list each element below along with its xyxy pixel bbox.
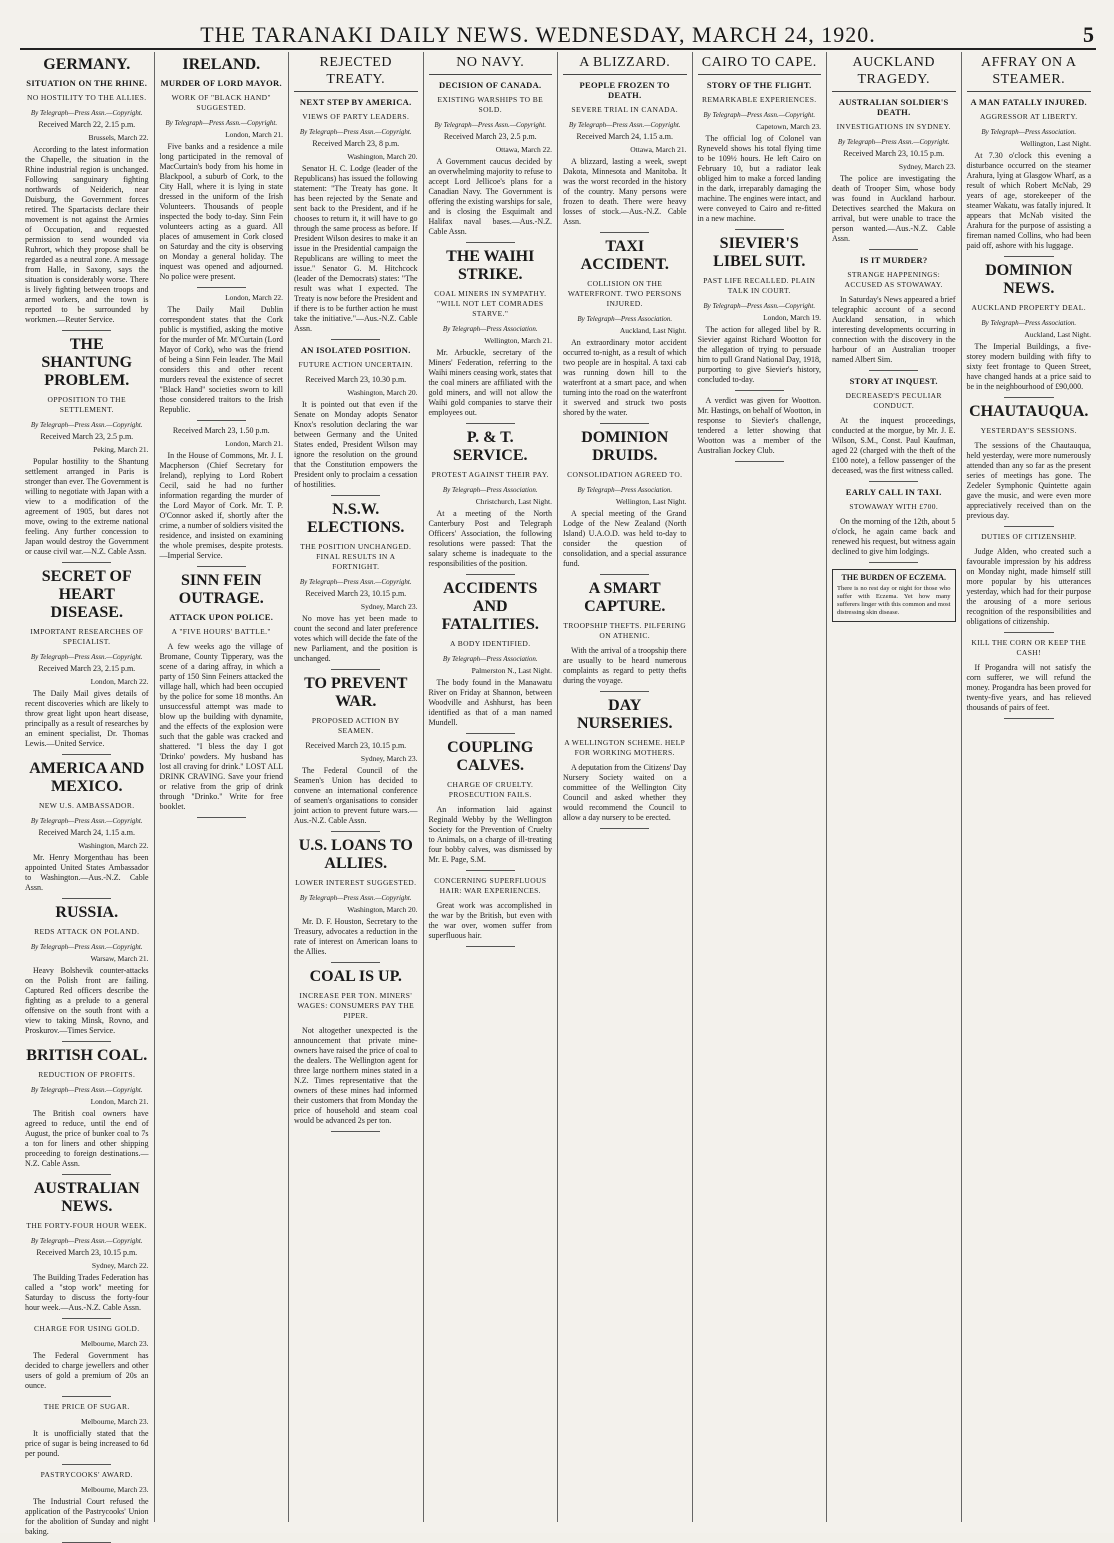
article-headline: ACCIDENTS AND FATALITIES. [441,580,539,633]
article-subheading-2: NO HOSTILITY TO THE ALLIES. [27,93,147,102]
article [160,572,284,818]
divider-rule [62,1464,111,1465]
article [967,638,1092,719]
article-headline: N.S.W. ELECTIONS. [307,501,405,536]
article-body: At 7.30 o'clock this evening a disturbance occurred on the steamer Arahura, lying at Glasgow Wharf, as a result of which Robert McNab, 29 years of age, storekeeper of the steamer Wakatu, was fatally injured. It appears that McNab visited the Arahura for the purpose of assisting a fireman named Collins, who had been paid off, ashore with his luggage. [966,151,1091,250]
column-6 [693,52,828,1522]
article-headline: CHAUTAUQUA. [969,403,1089,420]
article-subheading: NEXT STEP BY AMERICA. [299,97,412,107]
article-headline: THE SHANTUNG PROBLEM. [41,336,133,389]
article-body: If Progandra will not satisfy the corn sufferer, we will refund the money. Progandra has been proved for twenty-five years, and has relieved thousands of pairs of feet. [966,663,1091,712]
article [160,426,284,567]
article-subheading-2: WORK OF "BLACK HAND" SUGGESTED. [171,93,271,112]
article-subheading: AUSTRALIAN SOLDIER'S DEATH. [838,97,949,117]
divider-rule [466,574,515,575]
divider-rule [466,870,515,871]
article-body: The Imperial Buildings, a five-storey modern building with fifty to sixty feet frontage to Queen Street, have changed hands at a price said to be in the neighbourhood of £90,000. [966,342,1091,391]
dateline: Capetown, March 23. [756,122,821,131]
article-subheading-2: STRANGE HAPPENINGS: ACCUSED AS STOWAWAY. [844,270,943,289]
telegraph-credit: By Telegraph—Press Assn.—Copyright. [30,817,143,825]
article-subheading-2: REMARKABLE EXPERIENCES. [701,95,817,104]
dateline: Peking, March 21. [93,445,149,454]
article-headline: CAIRO TO CAPE. [698,54,822,75]
divider-rule [466,946,515,947]
article-subheading-2: COLLISION ON THE WATERFRONT. TWO PERSONS INJURED. [567,279,682,308]
dateline: Melbourne, March 23. [81,1485,149,1494]
telegraph-credit: By Telegraph—Press Assn.—Copyright. [30,109,143,117]
divider-rule [62,562,111,563]
article [294,675,418,832]
article-body: No move has yet been made to count the second and later preference votes which will decide the fate of the new Parliament, and the position is unchanged. [294,614,418,663]
article [563,238,687,424]
article-headline: SINN FEIN OUTRAGE. [178,572,264,607]
received-time: Received March 23, 10.30 p.m. [305,375,407,384]
dateline: Washington, March 20. [347,388,418,397]
received-time: Received March 23, 10.15 p.m. [305,741,407,750]
article [832,54,956,250]
article-subheading-2: COAL MINERS IN SYMPATHY. "WILL NOT LET COMRADES STARVE." [434,289,547,318]
article-headline: P. & T. SERVICE. [452,429,528,464]
article [25,760,149,899]
article [25,336,149,563]
article [160,293,284,421]
telegraph-credit: By Telegraph—Press Assn.—Copyright. [299,578,412,586]
article-headline: A SMART CAPTURE. [584,580,666,615]
dateline: Ottawa, March 22. [495,145,552,154]
article-subheading-2: CHARGE FOR USING GOLD. [34,1324,140,1333]
article-body: A Government caucus decided by an overwhelming majority to refuse to accept Lord Jellicoe's plans for a Canadian Navy. The Government is offering the existing warships for sale, and is closing the Esquimalt and Halifax naval bases.—Aus.-N.Z. Cable Assn. [428,157,552,236]
article-subheading-2: NEW U.S. AMBASSADOR. [38,801,135,810]
article-subheading-2: EXISTING WARSHIPS TO BE SOLD. [437,95,544,114]
divider-rule [62,1174,111,1175]
article-headline: DAY NURSERIES. [576,697,673,732]
article [294,837,418,963]
masthead-title: THE TARANAKI DAILY NEWS. WEDNESDAY, MARCH 24, 1920. [200,22,876,47]
article-subheading-2: A WELLINGTON SCHEME. HELP FOR WORKING MOTHERS. [564,738,686,757]
divider-rule [62,1318,111,1319]
article-subheading-2: YESTERDAY'S SESSIONS. [980,426,1077,435]
article-subheading: STORY AT INQUEST. [849,376,938,386]
divider-rule [1004,632,1054,633]
divider-rule [466,242,515,243]
telegraph-credit: By Telegraph—Press Assn.—Copyright. [703,111,816,119]
divider-rule [600,423,649,424]
divider-rule [197,566,246,567]
divider-rule [869,562,918,563]
article [294,54,418,340]
article-body: Mr. Henry Morgenthau has been appointed United States Ambassador to Washington.—Aus.-N.Z. Cable Assn. [25,853,149,892]
telegraph-credit: By Telegraph—Press Assn.—Copyright. [30,653,143,661]
article-subheading-2: AUCKLAND PROPERTY DEAL. [971,303,1086,312]
article-body: With the arrival of a troopship there are usually to be heard numerous complaints as regard to petty thefts during the voyage. [563,646,687,685]
article-subheading-2: INCREASE PER TON. MINERS' WAGES: CONSUMERS PAY THE PIPER. [297,991,415,1020]
dateline: London, March 21. [225,439,283,448]
dateline: Sydney, March 22. [91,1261,149,1270]
divider-rule [331,339,380,340]
article-headline: SECRET OF HEART DISEASE. [41,568,132,621]
article-headline: GERMANY. [43,56,131,73]
received-time: Received March 23, 8 p.m. [312,139,400,148]
article-body: Great work was accomplished in the war by the British, but even with the war over, women suffer from superfluous hair. [428,901,552,940]
article-body: A few weeks ago the village of Bromane, County Tipperary, was the scene of a daring affray, in which a party of 150 Sinn Feiners attacked the village hall, which had been occupied by the police for some 18 months. An unsuccessful attempt was made to blow up the building with dynamite, and the effects of the explosion were such that the gable was cracked and shattered. "I bless the day I got 'Drinko' powders. My husband has lost all craving for drink." LOST ALL DRINK CRAVING. Save your friend or relative from the grip of drink through "Drinko." Write for free booklet. [159,642,283,811]
article-body: Judge Alden, who created such a favourable impression by his address on Monday night, made himself still more popular by his utterances yesterday, which had for their purpose the arousing of a more serious recognition of the responsibilities and obligations of citizenship. [966,547,1091,626]
article [25,1470,149,1543]
dateline: Auckland, Last Night. [619,326,687,335]
telegraph-credit: By Telegraph—Press Assn.—Copyright. [165,119,278,127]
article-headline: REJECTED TREATY. [294,54,418,92]
article-headline: AFFRAY ON A STEAMER. [967,54,1092,92]
telegraph-credit: By Telegraph—Press Association. [442,655,538,663]
article-body: According to the latest information the Chapelle, the situation in the Rhine industrial region is unchanged. Following sanguinary fighting northwards of Neiderich, near Duisburg, the Government forces retired. The Spartacists declare their movement is not against the Armies of Occupation, and requested permission to send wounded via Ruhrort, which they propose shall be regarded as a neutral zone. A message from Halle, in Saxony, says the situation is considerably worse. There is lively fighting between troops and armed workers, and the town is reported to be surrounded by workmen.—Reuter Service. [25,145,149,324]
column-7 [827,52,962,1522]
article [563,429,687,575]
received-time: Received March 23, 2.5 p.m. [40,432,134,441]
divider-rule [869,370,918,371]
received-time: Received March 22, 2.15 p.m. [38,120,136,129]
article-body: The sessions of the Chautauqua, held yesterday, were more numerously attended than any so far as the present series of meetings has gone. The Zedeler Symphonic Quintette again gave the music, and were even more appreciatively received than on the previous day. [966,441,1091,520]
article-headline: AUSTRALIAN NEWS. [33,1180,140,1215]
article [832,255,956,371]
dateline: Washington, March 20. [347,905,418,914]
article-body: The Federal Council of the Seamen's Union has decided to convene an international conference of seamen's organisations to consider joint action to prevent future wars.—Aus.-N.Z. Cable Assn. [294,766,418,825]
article-subheading: EARLY CALL IN TAXI. [845,487,942,497]
article-subheading: DECISION OF CANADA. [439,80,542,90]
dateline: London, March 19. [763,313,821,322]
divider-rule [869,481,918,482]
article-subheading-2: REDS ATTACK ON POLAND. [34,927,140,936]
article-body: The British coal owners have agreed to reduce, until the end of August, the price of bunker coal to 7s a ton for liners and other shipping proceeding to foreign destinations.—N.Z. Cable Assn. [25,1109,149,1168]
dateline: London, March 22. [90,677,149,686]
divider-rule [600,691,649,692]
article-body: An extraordinary motor accident occurred to-night, as a result of which two people are in hospital. A taxi cab was running down hill to the waterfront at a smart pace, and when turning into the road on the waterfront it swerved and struck two posts shored by the water. [563,338,687,417]
dateline: London, March 22. [225,293,283,302]
article [429,580,553,734]
article-headline: TAXI ACCIDENT. [580,238,669,273]
divider-rule [869,249,918,250]
divider-rule [197,420,246,421]
article-subheading-2: INVESTIGATIONS IN SYDNEY. [836,122,951,131]
dateline: Melbourne, March 23. [81,1417,149,1426]
telegraph-credit: By Telegraph—Press Assn.—Copyright. [30,421,143,429]
article-body: Popular hostility to the Shantung settlement arranged in Paris is stronger than ever. The Government is willing to negotiate with Japan with a view to a modification of the agreement of 1905, but dares not move, owing to the extreme national feeling. Any further concession to Japan would destroy the Government or cause civil war.—N.Z. Cable Assn. [25,457,149,556]
divider-rule [466,423,515,424]
article-subheading-2: CHARGE OF CRUELTY. PROSECUTION FAILS. [447,780,534,799]
article-subheading-2: VIEWS OF PARTY LEADERS. [302,112,410,121]
dateline: London, March 21. [225,130,283,139]
article-body: A special meeting of the Grand Lodge of the New Zealand (North Island) U.A.O.D. was held to-day to consider the question of consolidation, and a special assurance fund. [563,509,687,568]
article-headline: IRELAND. [182,56,261,73]
article-subheading-2: PAST LIFE RECALLED. PLAIN TALK IN COURT. [703,276,816,295]
article [429,429,553,575]
received-time: Received March 23, 10.15 p.m. [843,149,945,158]
article-body: The body found in the Manawatu River on Friday at Shannon, between Woodville and Ashhurst, has been identified as that of a man named Mundell. [428,678,552,727]
dateline: Warsaw, March 21. [90,954,149,963]
divider-rule [62,1041,111,1042]
telegraph-credit: By Telegraph—Press Assn.—Copyright. [568,121,681,129]
telegraph-credit: By Telegraph—Press Assn.—Copyright. [30,943,143,951]
divider-rule [1004,256,1054,257]
article [563,580,687,692]
article-body: The official log of Colonel van Ryneveld shows his total flying time to be 109½ hours. He left Cairo on February 10, but a radiator leak obliged him to make a forced landing in the dark, irreparably damaging the machine. The engines were intact, and were conveyed to Cairo and re-fitted in a new machine. [697,134,821,223]
article-subheading-2: REDUCTION OF PROFITS. [38,1070,136,1079]
article-subheading-2: THE POSITION UNCHANGED. FINAL RESULTS IN A FORTNIGHT. [300,542,412,571]
telegraph-credit: By Telegraph—Press Association. [577,486,673,494]
article-headline: NO NAVY. [429,54,553,75]
article-subheading: MURDER OF LORD MAYOR. [160,78,282,88]
article-subheading-2: PASTRYCOOKS' AWARD. [40,1470,133,1479]
telegraph-credit: By Telegraph—Press Association. [442,486,538,494]
divider-rule [331,495,380,496]
article-subheading-2: TROOPSHIP THEFTS. PILFERING ON ATHENIC. [563,621,687,640]
telegraph-credit: By Telegraph—Press Association. [442,325,538,333]
received-time: Received March 24, 1.15 a.m. [576,132,673,141]
article-subheading-2: PROPOSED ACTION BY SEAMEN. [311,716,400,735]
column-8 [962,52,1097,1522]
divider-rule [600,828,649,829]
article-subheading-2: OPPOSITION TO THE SETTLEMENT. [47,395,126,414]
article-body: It is unofficially stated that the price of sugar is being increased to 6d per pound. [25,1429,149,1458]
article-body: At a meeting of the North Canterbury Post and Telegraph Officers' Association, the following resolutions were passed: That the salary scheme is inadequate to the responsibilities of the position. [428,509,552,568]
column-3 [289,52,424,1522]
divider-rule [331,962,380,963]
article-subheading: A MAN FATALLY INJURED. [970,97,1087,107]
article [698,235,822,391]
article [25,56,149,331]
article-body: An information laid against Reginald Webby by the Wellington Society for the Prevention of Cruelty to Animals, on a charge of ill-treating four bobby calves, was dismissed by Mr. E. Page, S.M. [428,805,552,864]
dateline: Ottawa, March 21. [630,145,687,154]
telegraph-credit: By Telegraph—Press Assn.—Copyright. [30,1086,143,1094]
article-headline: COAL IS UP. [309,968,402,985]
telegraph-credit: By Telegraph—Press Association. [981,319,1077,327]
advertisement-body: There is no rest day or night for those who suffer with Eczema. Yet how many sufferers linger with this common and most distressing skin disease. [837,585,951,616]
article-body: Heavy Bolshevik counter-attacks on the Polish front are failing. Captured Red officers describe the fighting as a prelude to a general offensive on the south front with a view to taking Minsk, Rovno, and Proskurov.—Times Service. [25,966,149,1035]
column-5 [558,52,693,1522]
dateline: Melbourne, March 23. [81,1339,149,1348]
dateline: Sydney, March 23. [898,162,956,171]
article-subheading-2: CONCERNING SUPERFLUOUS HAIR: WAR EXPERIENCES. [434,876,547,895]
article [967,262,1092,398]
article-subheading-2: IMPORTANT RESEARCHES OF SPECIALIST. [30,627,144,646]
article [698,54,822,230]
divider-rule [1004,526,1054,527]
article-headline: SIEVIER'S LIBEL SUIT. [713,235,806,270]
column-4 [424,52,559,1522]
article-body: A verdict was given for Wootton. Mr. Hastings, on behalf of Wootton, in response to Sievier's challenge, tendered a letter showing that Wootton was a member of the Australian Jockey Club. [697,396,821,455]
telegraph-credit: By Telegraph—Press Assn.—Copyright. [299,128,412,136]
article-headline: AMERICA AND MEXICO. [29,760,145,795]
divider-rule [735,461,784,462]
article-body: Not altogether unexpected is the announcement that private mine-owners have raised the price of coal to the dealers. The Wellington agent for three large northern mines stated in a N.Z. Times representative that the owners of these mines had informed their customers that from Monday the price of household and steam coal would be advanced 2s per ton. [294,1026,418,1125]
masthead [20,14,1096,50]
article [563,697,687,829]
article-body: Mr. Arbuckle, secretary of the Miners' Federation, referring to the Waihi miners ceasing work, states that the coal miners are affiliated with the gold miners, and will not allow the Waihi gold companies to starve their employees out. [428,348,552,417]
article-body: In the House of Commons, Mr. J. I. Macpherson (Chief Secretary for Ireland), replying to Lord Robert Cecil, said he had no further information regarding the murder of the Lord Mayor of Cork. Mr. T. P. O'Connor asked if, shortly after the crime, a number of soldiers visited the residence, and insisted on examining the whole premises, despite protests.—Imperial Service. [159,451,283,560]
telegraph-credit: By Telegraph—Press Assn.—Copyright. [30,1237,143,1245]
page-number: 5 [1083,22,1094,47]
article-body: A deputation from the Citizens' Day Nursery Society waited on a committee of the Wellington City Council and asked whether they would recommend the Council to allow a day nursery to be erected. [563,763,687,822]
article-headline: AUCKLAND TRAGEDY. [832,54,956,92]
divider-rule [331,669,380,670]
column-1 [20,52,155,1536]
article [294,968,418,1132]
article-body: A blizzard, lasting a week, swept Dakota, Minnesota and Manitoba. It was the worst recorded in the history of the country. Many persons were frozen to death. There were heavy losses of stock.—Aus.-N.Z. Cable Assn. [563,157,687,226]
telegraph-credit: By Telegraph—Press Assn.—Copyright. [837,138,950,146]
article-body: The Industrial Court refused the application of the Pastrycooks' Union for the abolition of Sunday and night baking. [25,1497,149,1536]
article [25,1047,149,1175]
article-headline: BRITISH COAL. [26,1047,148,1064]
article [25,1402,149,1465]
article-headline: U.S. LOANS TO ALLIES. [298,837,413,872]
article-headline: TO PREVENT WAR. [304,675,408,710]
article-body: In Saturday's News appeared a brief telegraphic account of a second Auckland sensation, in which interesting developments occurring in connection with the discovery in the harbour of an Australian trooper named Albert Sim. [832,295,956,364]
article-subheading: PEOPLE FROZEN TO DEATH. [579,80,670,100]
article-headline: COUPLING CALVES. [447,739,534,774]
article [25,568,149,755]
dateline: Wellington, Last Night. [1020,139,1091,148]
article [967,532,1092,633]
columns-container [20,52,1096,1536]
telegraph-credit: By Telegraph—Press Assn.—Copyright. [299,894,412,902]
article-body: The Building Trades Federation has called a "stop work" meeting for Saturday to discuss the forty-four hour week.—Aus.-N.Z. Cable Assn. [25,1273,149,1312]
article-subheading-2: DUTIES OF CITIZENSHIP. [981,532,1077,541]
article-subheading-2: SEVERE TRIAL IN CANADA. [571,105,679,114]
article-body: Mr. D. F. Houston, Secretary to the Treasury, advocates a reduction in the rate of interest on American loans to the Allies. [294,917,418,956]
dateline: Washington, March 22. [78,841,149,850]
article [429,739,553,871]
received-time: Received March 23, 2.15 p.m. [38,664,136,673]
article [294,345,418,496]
article-subheading-2: STOWAWAY WITH £700. [849,502,939,511]
article [698,396,822,462]
article-headline: DOMINION DRUIDS. [581,429,669,464]
article-body: The Daily Mail gives details of recent discoveries which are likely to throw great light upon heart disease, principally as a result of researches by an eminent specialist, Dr. Thomas Lewis.—United Service. [25,689,149,748]
article-body: It is pointed out that even if the Senate on Monday adopts Senator Knox's resolution declaring the war between Germany and the United States ended, President Wilson may ignore the resolution on the ground that the Constitution empowers the President only to proclaim a cessation of hostilities. [294,400,418,489]
article-body: The Federal Government has decided to charge jewellers and other users of gold a premium of 20s an ounce. [25,1351,149,1390]
article [25,904,149,1042]
article [25,1324,149,1397]
received-time: Received March 23, 10.15 p.m. [36,1248,138,1257]
received-time: Received March 24, 1.15 a.m. [38,828,135,837]
divider-rule [600,232,649,233]
article-headline: RUSSIA. [55,904,119,921]
column-2 [155,52,290,1522]
article [294,501,418,670]
advertisement [832,569,956,622]
article-subheading-2: LOWER INTEREST SUGGESTED. [295,878,417,887]
article-headline: THE WAIHI STRIKE. [446,248,535,283]
article [25,1180,149,1319]
article [832,376,956,482]
article [429,876,553,947]
dateline: Christchurch, Last Night. [475,497,552,506]
divider-rule [331,1131,380,1132]
article-subheading-2: AGGRESSOR AT LIBERTY. [980,112,1078,121]
dateline: Palmerston N., Last Night. [471,666,552,675]
article-subheading: AN ISOLATED POSITION. [300,345,411,355]
article-subheading: ATTACK UPON POLICE. [169,612,274,622]
article-subheading-2: A "FIVE HOURS' BATTLE." [171,627,271,636]
article-body: The Daily Mail Dublin correspondent states that the Cork public is mystified, asking the motive for the murder of Mr. M'Curtain (Lord Mayor of Cork), who was the friend of being a Sinn Fein leader. The Mail considers this and other recent murders reveal the existence of secret "Black Hand" societies sworn to kill those considered traitors to the Irish Republic. [159,305,283,414]
article-subheading-2: KILL THE CORN OR KEEP THE CASH! [971,638,1087,657]
divider-rule [1004,718,1054,719]
article-subheading: STORY OF THE FLIGHT. [706,80,812,90]
dateline: Sydney, March 23. [360,602,418,611]
article-subheading-2: PROTEST AGAINST THEIR PAY. [431,470,549,479]
article [429,248,553,424]
received-time: Received March 23, 2.5 p.m. [443,132,537,141]
article-subheading-2: FUTURE ACTION UNCERTAIN. [298,360,414,369]
article-body: The police are investigating the death of Trooper Sim, whose body was found in Auckland harbour. Detectives searched the Makura on arrival, but were unable to trace the person wanted.—Aus.-N.Z. Cable Assn. [832,174,956,243]
article-headline: DOMINION NEWS. [985,262,1073,297]
article-body: On the morning of the 12th, about 5 o'clock, he again came back and renewed his request, but witness again declined to give him lodgings. [832,517,956,556]
divider-rule [62,898,111,899]
article-body: The action for alleged libel by R. Sievier against Richard Wootton for the allegation of trying to persuade him to pull Grand National Day, 1918, purporting to give Sievier's history, concluded to-day. [697,325,821,384]
received-time: Received March 23, 1.50 p.m. [172,426,270,435]
dateline: Auckland, Last Night. [1024,330,1091,339]
article-subheading-2: THE FORTY-FOUR HOUR WEEK. [26,1221,148,1230]
divider-rule [197,817,246,818]
article-subheading-2: THE PRICE OF SUGAR. [43,1402,130,1411]
divider-rule [331,831,380,832]
article [967,54,1092,257]
received-time: Received March 23, 10.15 p.m. [305,589,407,598]
article-headline: A BLIZZARD. [563,54,687,75]
article [563,54,687,233]
article [967,403,1092,527]
divider-rule [600,574,649,575]
article-body: Senator H. C. Lodge (leader of the Republicans) has issued the following statement: "The Treaty has gone. It has been rejected by the Senate and sent back to the President, and if he chooses to return it, it will have to go through the same process as before. If President Wilson desires to make it an issue in the Presidential campaign the Republicans are willing to meet the issue." Senator G. M. Hitchcock (leader of the Democrats) states: "The result was what I expected. The Treaty is now before the President and if there is to be further action he must take the initiative."—Aus.-N.Z. Cable Assn. [294,164,418,333]
divider-rule [735,390,784,391]
dateline: Sydney, March 23. [360,754,418,763]
divider-rule [735,229,784,230]
article [832,487,956,563]
divider-rule [466,733,515,734]
dateline: Brussels, March 22. [88,133,149,142]
article-subheading-2: DECREASED'S PECULIAR CONDUCT. [845,391,942,410]
article-subheading-2: A BODY IDENTIFIED. [450,639,531,648]
article-body: Five banks and a residence a mile long participated in the removal of MacCurtain's body from his home in Blackpool, a suburb of Cork, to the City Hall, where it is lying in state dressed in the uniform of the Irish Volunteers. Thousands of people inspected the body to-day. Sinn Fein volunteers acting as a guard. All places of amusement in Cork closed on Saturday and the city is observing on Monday a general holiday. The inquest was opened and adjourned. No police were present. [159,142,283,281]
article-body: At the inquest proceedings, conducted at the morgue, by Mr. J. E. Wilson, S.M., Const. Paul Kaufman, aged 22 (charged with the theft of the £100 note), a fellow passenger of the deceased, was the first witness called. [832,416,956,475]
divider-rule [197,287,246,288]
telegraph-credit: By Telegraph—Press Assn.—Copyright. [434,121,547,129]
telegraph-credit: By Telegraph—Press Assn.—Copyright. [703,302,816,310]
article [429,54,553,243]
article-subheading: IS IT MURDER? [859,255,928,265]
divider-rule [62,754,111,755]
advertisement-title: THE BURDEN OF ECZEMA. [841,573,947,582]
article [160,56,284,288]
telegraph-credit: By Telegraph—Press Association. [981,128,1077,136]
dateline: Washington, March 20. [347,152,418,161]
article-subheading: SITUATION ON THE RHINE. [26,78,148,88]
article-subheading-2: CONSOLIDATION AGREED TO. [567,470,683,479]
dateline: Wellington, March 21. [484,336,552,345]
telegraph-credit: By Telegraph—Press Association. [577,315,673,323]
dateline: London, March 21. [90,1097,149,1106]
dateline: Wellington, Last Night. [615,497,687,506]
divider-rule [62,330,111,331]
divider-rule [62,1396,111,1397]
divider-rule [1004,397,1054,398]
